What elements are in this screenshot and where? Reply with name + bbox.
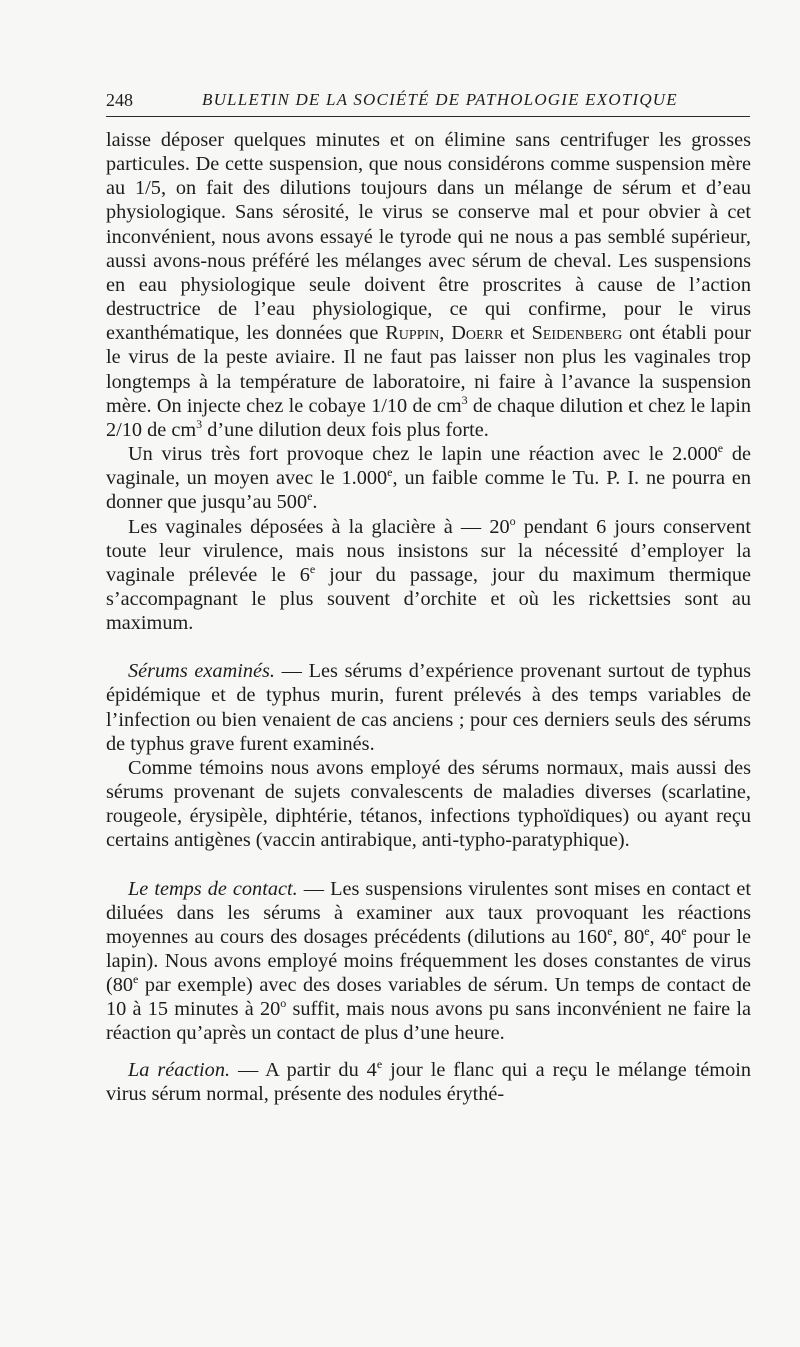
paragraph-vaginales: Les vaginales déposées à la glacière à — 20$^o$ pendant 6 jours conservent toute leur virulence, mais nous insistons sur la nécessité d’employer la vaginale prélevée le 6e jour du passage, jour du maximum thermique s’accompagnant le plus souvent d’orchite et où les rickettsies sont au maximum. xyxy=(106,513,751,635)
paragraph-serums-examines: Sérums examinés. — Les sérums d’expérience provenant surtout de typhus épidémique et de typhus murin, furent prélevés à des temps variables de l’infection ou bien venaient de cas anciens ; pour ces derniers seuls des sérums de typhus grave furent examinés. xyxy=(106,660,751,755)
author-name: Seidenberg xyxy=(531,322,623,345)
section-heading: Sérums examinés. xyxy=(128,660,275,683)
paragraph-suspension: laisse déposer quelques minutes et on élimine sans centrifuger les grosses particules. De cette suspension, que nous considérons comme suspension mère au 1/5, on fait des dilutions toujours dans un mélange de sérum et d’eau physiologique. Sans sérosité, le virus se conserve mal et pour obvier à cet inconvénient, nous avons essayé le tyrode qui ne nous a pas semblé supérieur, aussi avons-nous préféré les mélanges avec sérum de cheval. Les suspensions en eau physiologique seule doivent être proscrites à cause de l’action destructrice de l’eau physiologique, ce qui confirme, pour le virus exanthématique, les données que Ruppin, Doerr et Seidenberg ont établi pour le virus de la peste aviaire. Il ne faut pas laisser non plus les vaginales trop longtemps à la température de laboratoire, ni faire à l’avance la suspension mère. On injecte chez le cobaye 1/10 de $cm^3$ de chaque dilution et chez le lapin 2/10 de $cm^3$ d’une dilution deux fois plus forte. xyxy=(106,129,751,441)
paragraph-temoins: Comme témoins nous avons employé des sérums normaux, mais aussi des sérums provenant de sujets convalescents de maladies diverses (scarlatine, rougeole, érysipèle, diphtérie, tétanos, infections typhoïdiques) ou ayant reçu certains antigènes (vaccin antirabique, anti-typho-paratyphique). xyxy=(106,756,751,852)
paragraph-virus-strength: Un virus très fort provoque chez le lapin une réaction avec le 2.000e de vaginale, un moyen avec le 1.000e, un faible comme le Tu. P. I. ne pourra en donner que jusqu’au 500e. xyxy=(106,441,752,514)
paragraph-la-reaction: La réaction. — A partir du 4e jour le flanc qui a reçu le mélange témoin virus sérum normal, présente des nodules érythé- xyxy=(106,1056,751,1105)
author-name: Ruppin xyxy=(385,322,440,345)
running-header xyxy=(106,86,750,117)
paragraph-temps-de-contact: Le temps de contact. — Les suspensions virulentes sont mises en contact et diluées dans les sérums à examiner aux taux provoquant les réactions moyennes au cours des dosages précédents (dilutions au 160e, 80e, 40e pour le lapin). Nous avons employé moins fréquemment les doses constantes de virus (80e par exemple) avec des doses variables de sérum. Un temps de contact de 10 à 15 minutes à 20$^o$ suffit, mais nous avons pu sans inconvénient ne faire la réaction qu’après un contact de plus d’une heure. xyxy=(106,877,752,1045)
section-heading: La réaction. xyxy=(128,1058,231,1081)
page-number: 248 xyxy=(106,90,133,110)
running-title: BULLETIN DE LA SOCIÉTÉ DE PATHOLOGIE EXOTIQUE xyxy=(202,90,678,109)
body-text xyxy=(106,128,751,1106)
section-heading: Le temps de contact. xyxy=(128,877,298,900)
author-name: Doerr xyxy=(451,322,504,345)
